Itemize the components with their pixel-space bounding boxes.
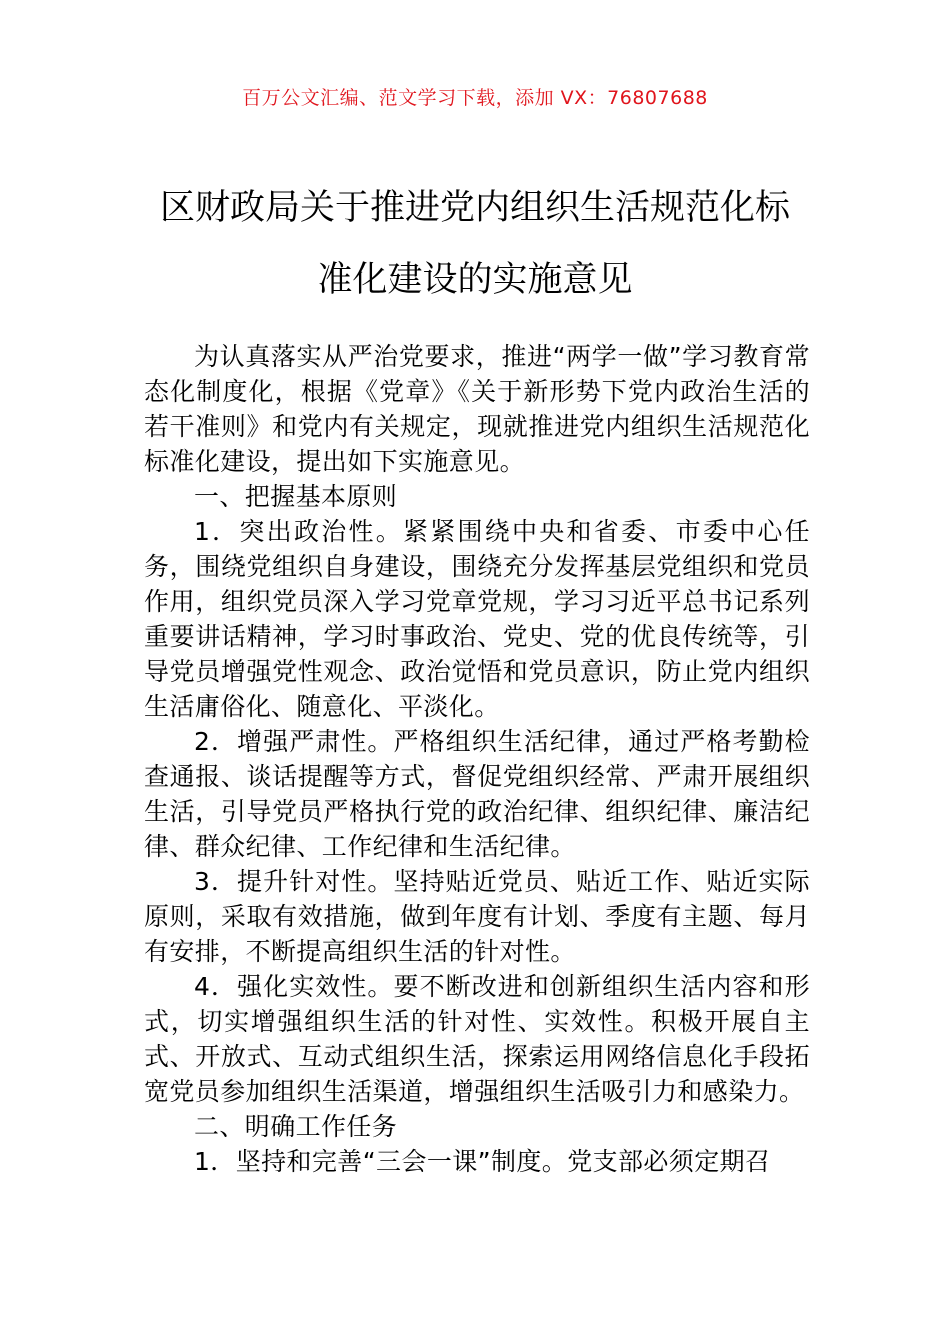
title-line-2: 准化建设的实施意见 xyxy=(317,260,633,300)
principle-paragraph-4: 4．强化实效性。要不断改进和创新组织生活内容和形式，切实增强组织生活的针对性、实效性。积极开展自主式、开放式、互动式组织生活，探索运用网络信息化手段拓宽党员参加组织生活渠道，增强组织生活吸引力和感染力。 xyxy=(144,972,810,1106)
watermark-banner: 百万公文汇编、范文学习下载，添加 VX：76807688 xyxy=(242,87,708,109)
principle-paragraph-3: 3．提升针对性。坚持贴近党员、贴近工作、贴近实际原则，采取有效措施，做到年度有计划、季度有主题、每月有安排，不断提高组织生活的针对性。 xyxy=(144,867,810,966)
task-paragraph-1: 1．坚持和完善“三会一课”制度。党支部必须定期召 xyxy=(194,1147,771,1176)
title-line-1: 区财政局关于推进党内组织生活规范化标 xyxy=(159,188,790,228)
document-body xyxy=(144,339,810,1179)
principle-paragraph-2: 2．增强严肃性。严格组织生活纪律，通过严格考勤检查通报、谈话提醒等方式，督促党组织经常、严肃开展组织生活，引导党员严格执行党的政治纪律、组织纪律、廉洁纪律、群众纪律、工作纪律和生活纪律。 xyxy=(144,727,810,861)
intro-paragraph: 为认真落实从严治党要求，推进“两学一做”学习教育常态化制度化，根据《党章》《关于新形势下党内政治生活的若干准则》和党内有关规定，现就推进党内组织生活规范化标准化建设，提出如下实施意见。 xyxy=(144,342,810,476)
principle-paragraph-1: 1．突出政治性。紧紧围绕中央和省委、市委中心任务，围绕党组织自身建设，围绕充分发挥基层党组织和党员作用，组织党员深入学习党章党规，学习习近平总书记系列重要讲话精神，学习时事政治、党史、党的优良传统等，引导党员增强党性观念、政治觉悟和党员意识，防止党内组织生活庸俗化、随意化、平淡化。 xyxy=(144,517,810,721)
document-title xyxy=(120,172,830,316)
section-heading-tasks: 二、明确工作任务 xyxy=(194,1112,398,1141)
section-heading-principles: 一、把握基本原则 xyxy=(194,482,398,511)
